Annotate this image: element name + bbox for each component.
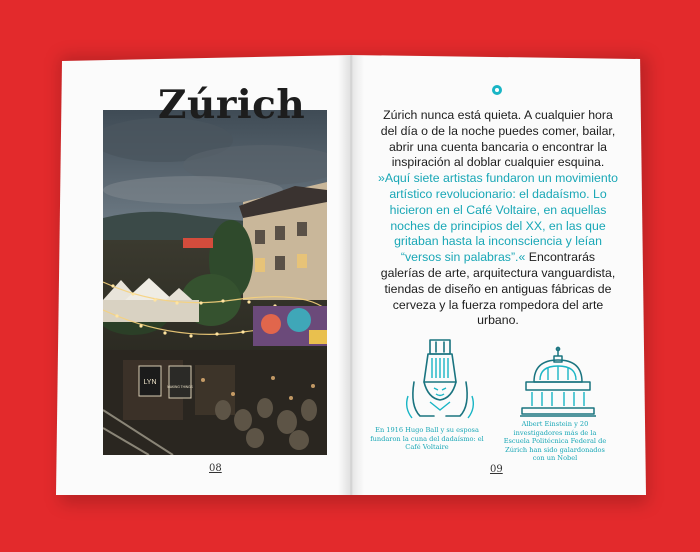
photo-sign-lyn: LYN	[143, 379, 157, 386]
page-number-right: 09	[490, 464, 503, 475]
paragraph-quote: Aquí siete artistas fundaron un movimiento artístico revolucionario: el dadaísmo. Lo hicieron en el Café Voltaire, en aquellas noches de principios del XX, en las que gritaban hasta la inconsciencia y leían “versos sin palabras”.	[384, 171, 618, 265]
zurich-photo	[103, 110, 327, 455]
paragraph-outro: Encontrarás galerías de arte, arquitectura vanguardista, tiendas de diseño en antiguas fábricas de cerveza y la fuerza rompedora del arte urbano.	[380, 250, 616, 328]
page-number-left: 08	[209, 463, 222, 474]
paragraph-intro: Zúrich nunca está quieta. A cualquier hora del día o de la noche puedes comer, bailar, abrir una cuenta bancaria o encontrar la inspiración al doblar cualquier esquina.	[380, 108, 616, 170]
dada-mask-illustration	[400, 336, 480, 420]
caption-cafe-voltaire: En 1916 Hugo Ball y su esposa fundaron la cuna del dadaísmo: el Café Voltaire	[370, 426, 484, 452]
domed-building-illustration	[516, 346, 600, 418]
caption-einstein: Albert Einstein y 20 investigadores más de la Escuela Politécnica Federal de Zúrich han sido galardonados con un Nobel	[503, 420, 607, 463]
page-title: Zúrich	[158, 82, 306, 128]
book-gutter	[338, 55, 364, 495]
body-paragraph	[378, 108, 618, 329]
quote-open-mark: »	[378, 171, 385, 186]
quote-close-mark: «	[518, 250, 529, 265]
photo-sign-making-things: MAKING THINGS	[167, 385, 193, 389]
section-marker-icon	[492, 85, 502, 95]
